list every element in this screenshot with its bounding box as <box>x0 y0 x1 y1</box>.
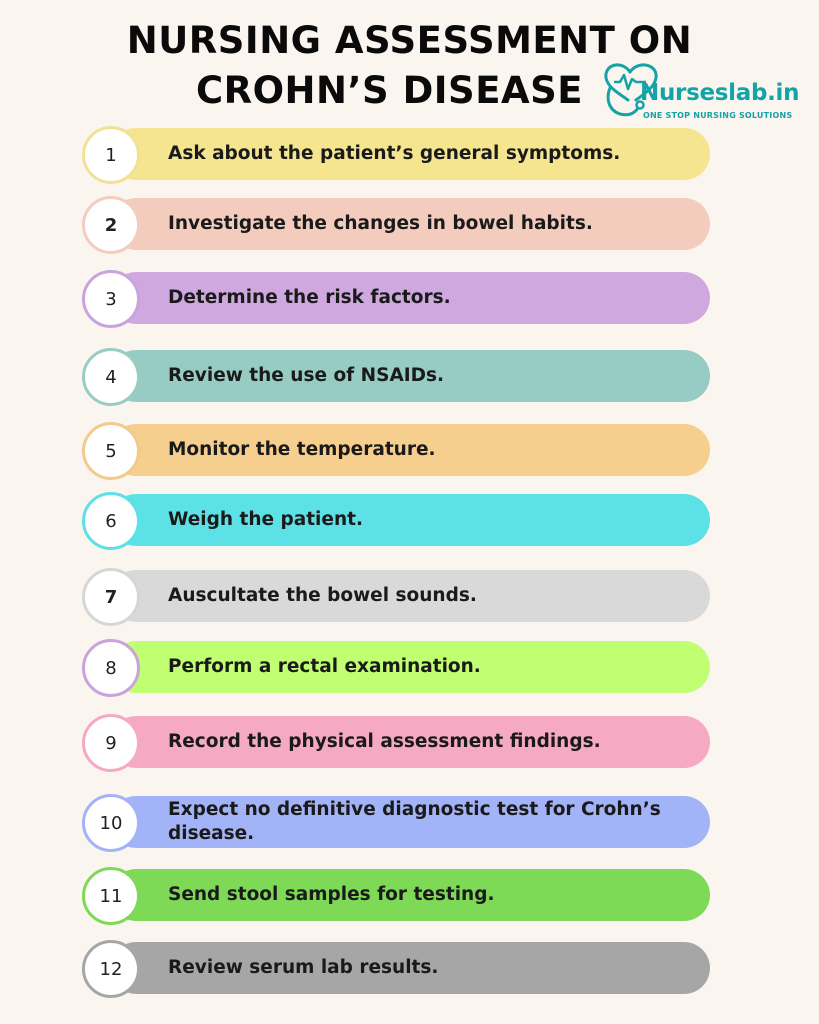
item-text: Investigate the changes in bowel habits. <box>168 213 593 234</box>
list-item <box>82 350 710 402</box>
item-number-badge: 10 <box>82 794 140 852</box>
nurseslab-logo <box>600 58 810 128</box>
list-item <box>82 128 710 180</box>
item-text: Send stool samples for testing. <box>168 884 495 905</box>
item-number-badge: 1 <box>82 126 140 184</box>
item-number-badge: 5 <box>82 422 140 480</box>
item-number-badge: 4 <box>82 348 140 406</box>
item-number-badge: 9 <box>82 714 140 772</box>
item-text: Record the physical assessment findings. <box>168 731 601 752</box>
item-text: Expect no definitive diagnostic test for Crohn’s disease. <box>168 799 661 844</box>
item-text: Monitor the temperature. <box>168 439 436 460</box>
logo-name: Nurseslab.in <box>640 80 800 106</box>
logo-tagline: ONE STOP NURSING SOLUTIONS <box>643 111 793 120</box>
title-line-2: CROHN’S DISEASE <box>195 69 584 112</box>
item-number-badge: 3 <box>82 270 140 328</box>
item-text: Ask about the patient’s general symptoms. <box>168 143 621 164</box>
item-text: Perform a rectal examination. <box>168 656 481 677</box>
item-number-badge: 8 <box>82 639 140 697</box>
list-item <box>82 494 710 546</box>
item-number-badge: 12 <box>82 940 140 998</box>
item-text: Determine the risk factors. <box>168 287 451 308</box>
item-text: Review serum lab results. <box>168 957 439 978</box>
item-text: Auscultate the bowel sounds. <box>168 585 477 606</box>
item-text: Weigh the patient. <box>168 509 363 530</box>
list-item <box>82 869 710 921</box>
list-item <box>82 424 710 476</box>
list-item <box>82 641 710 693</box>
list-item <box>82 570 710 622</box>
list-item <box>82 942 710 994</box>
list-item <box>82 716 710 768</box>
item-number-badge: 2 <box>82 196 140 254</box>
list-item <box>82 198 710 250</box>
title-line-1: NURSING ASSESSMENT ON <box>126 19 693 62</box>
item-text: Review the use of NSAIDs. <box>168 365 445 386</box>
item-number-badge: 11 <box>82 867 140 925</box>
list-item <box>82 272 710 324</box>
list-item <box>82 796 710 848</box>
item-number-badge: 7 <box>82 568 140 626</box>
item-number-badge: 6 <box>82 492 140 550</box>
